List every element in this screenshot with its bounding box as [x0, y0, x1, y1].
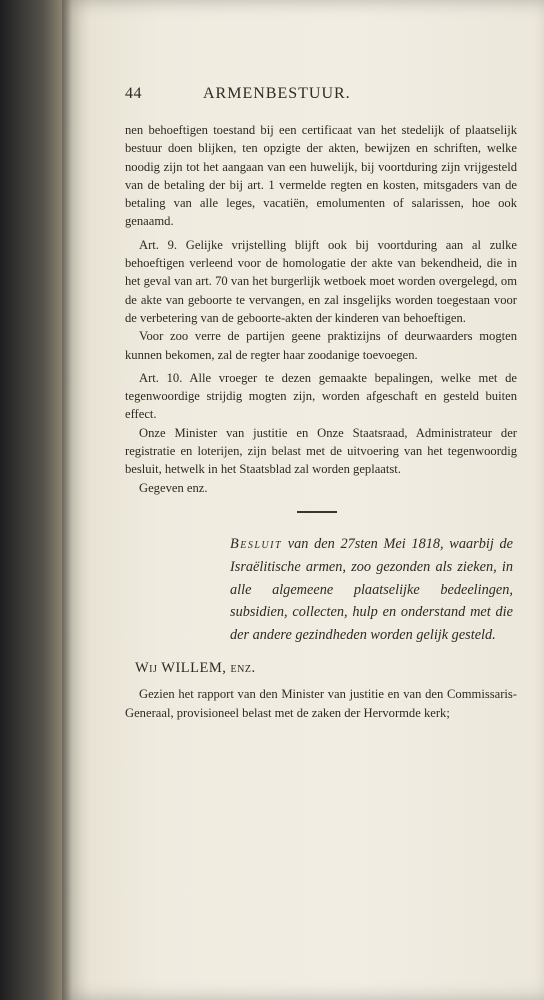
book-binding — [0, 0, 62, 1000]
paragraph-art-10: Art. 10. Alle vroeger te dezen gemaakte bepalingen, welke met de tegenwoordige strijdig mogten zijn, worden afgeschaft en gesteld buiten effect. — [125, 370, 517, 422]
paragraph-praktizijns: Voor zoo verre de partijen geene praktizijns of deurwaarders mogten kunnen bekomen, zal de regter haar zoodanige toevoegen. — [125, 329, 517, 362]
paragraph-gegeven: Gegeven enz. — [139, 480, 208, 495]
page-content — [125, 85, 517, 722]
paragraph-gezien: Gezien het rapport van den Minister van justitie en van den Commissaris-Generaal, provisioneel belast met de zaken der Hervormde kerk; — [125, 687, 517, 720]
section-divider — [297, 511, 337, 513]
paragraph-art-9: Art. 9. Gelijke vrijstelling blijft ook bij voortduring aan al zulke behoeftigen verleend voor de homologatie der akte van bekendheid, die in het geval van art. 70 van het burgerlijk wetboek moet worden overgelegd, om de akte van geboorte te vervangen, en zal insgelijks worden toegestaan voor de verbetering van de geboorte-akten der kinderen van behoeftigen. — [125, 237, 517, 325]
paragraph-continuation: nen behoeftigen toestand bij een certificaat van het stedelijk of plaatselijk bestuur doen blijken, ten opzigte der akten, bewijzen en schriften, welke noodig zijn tot het aangaan van een huwelijk, bij voortduring zijn vrijgesteld van de betaling der bij art. 1 vermelde regten en kosten, mitsgaders van de betaling van alle leges, vacatiën, emolumenten of salarissen, hoe ook genaamd. — [125, 123, 517, 229]
wij-willem-heading: Wij WILLEM, enz. — [135, 659, 256, 676]
running-title: ARMENBESTUUR. — [203, 85, 351, 102]
decree-title-text: van den 27sten Mei 1818, waarbij de Israëlitische armen, zoo gezonden als zieken, in alle algemeene plaatselijke bedeelingen, subsidien, collecten, hulp en onderstand met die der andere gezindheden worden gelijk gesteld. — [230, 535, 513, 644]
page-header — [125, 85, 517, 121]
page-gutter-shadow — [62, 0, 72, 1000]
decree-title — [230, 533, 513, 647]
page-number: 44 — [125, 85, 142, 102]
decree-title-lead: Besluit — [230, 535, 283, 552]
paragraph-ministers: Onze Minister van justitie en Onze Staatsraad, Administrateur der registratie en loterijen, zijn belast met de uitvoering van het tegenwoordig besluit, hetwelk in het Staatsblad zal worden geplaatst. — [125, 425, 517, 477]
